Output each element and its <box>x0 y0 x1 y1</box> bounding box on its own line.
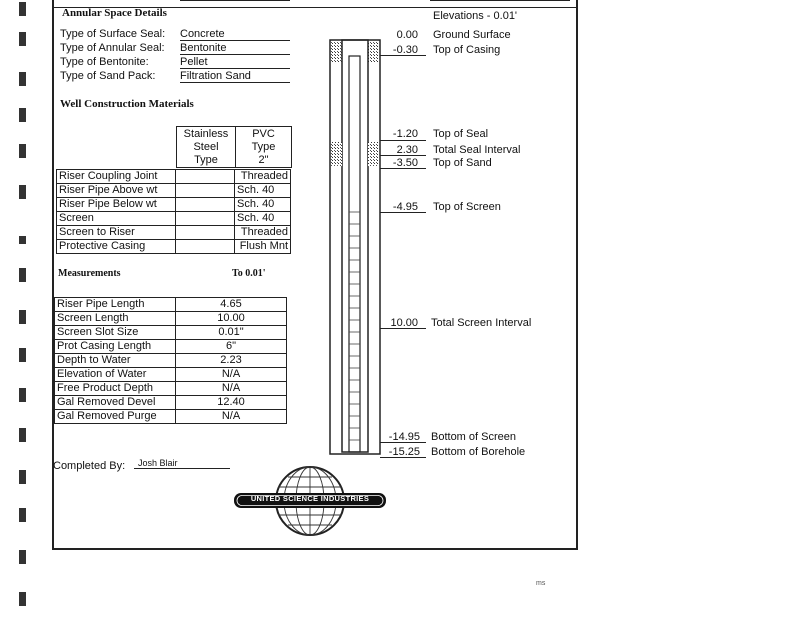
top-partial-underline-1 <box>180 0 290 1</box>
table-row <box>57 226 291 240</box>
company-logo-text: UNITED SCIENCE INDUSTRIES <box>250 494 370 503</box>
table-row <box>55 298 287 312</box>
table-cell: Sch. 40 <box>235 184 291 198</box>
table-cell: Sch. 40 <box>235 198 291 212</box>
table-cell: 4.65 <box>176 298 287 312</box>
elev-screen-interval-label: Total Screen Interval <box>431 317 532 329</box>
materials-header-table <box>176 126 292 168</box>
table-cell: Prot Casing Length <box>55 340 176 354</box>
table-cell: Threaded <box>235 226 291 240</box>
table-cell <box>176 212 235 226</box>
materials-table <box>56 169 291 254</box>
table-row <box>57 212 291 226</box>
completed-by-label: Completed By: <box>53 460 126 472</box>
table-cell: Gal Removed Purge <box>55 410 176 424</box>
table-cell <box>176 198 235 212</box>
elev-casing-value: -0.30 <box>392 44 418 56</box>
elev-top-screen-label: Top of Screen <box>433 201 501 213</box>
table-cell: Screen to Riser <box>57 226 176 240</box>
surface-seal-value: Concrete <box>180 28 290 41</box>
table-cell: Gal Removed Devel <box>55 396 176 410</box>
materials-title: Well Construction Materials <box>60 98 194 110</box>
table-row <box>55 396 287 410</box>
table-row <box>57 184 291 198</box>
elev-ground-label: Ground Surface <box>433 29 511 41</box>
elev-casing-label: Top of Casing <box>433 44 501 56</box>
elev-seal-line <box>380 140 426 141</box>
elev-bottom-borehole-label: Bottom of Borehole <box>431 446 526 458</box>
table-row <box>55 410 287 424</box>
elev-ground-value: 0.00 <box>396 29 418 41</box>
bentonite-value: Pellet <box>180 56 290 69</box>
table-cell <box>176 226 235 240</box>
table-row <box>55 312 287 326</box>
table-cell: Riser Coupling Joint <box>57 170 176 184</box>
table-row <box>57 240 291 254</box>
elev-bottom-borehole-value: -15.25 <box>388 446 420 458</box>
table-cell: Protective Casing <box>57 240 176 254</box>
col-stainless-header: Stainless Steel Type <box>177 127 236 168</box>
surface-seal-label: Type of Surface Seal: <box>60 28 166 40</box>
table-cell <box>176 170 235 184</box>
well-diagram <box>320 34 390 460</box>
measurements-table <box>54 297 287 424</box>
elev-seal-interval-value: 2.30 <box>396 144 418 156</box>
table-cell: N/A <box>176 368 287 382</box>
table-row <box>57 170 291 184</box>
table-cell: 0.01" <box>176 326 287 340</box>
protective-casing <box>342 40 368 452</box>
table-cell: N/A <box>176 410 287 424</box>
table-cell: 6" <box>176 340 287 354</box>
table-cell: Screen Slot Size <box>55 326 176 340</box>
surface-seal-right <box>368 41 379 63</box>
sand-pack-label: Type of Sand Pack: <box>60 70 156 82</box>
elev-bottom-screen-value: -14.95 <box>388 431 420 443</box>
bentonite-label: Type of Bentonite: <box>60 56 149 68</box>
elev-bottom-screen-label: Bottom of Screen <box>431 431 516 443</box>
bentonite-seal-left <box>331 142 342 166</box>
elev-seal-label: Top of Seal <box>433 128 489 140</box>
table-cell: 12.40 <box>176 396 287 410</box>
table-cell: Riser Pipe Above wt <box>57 184 176 198</box>
table-cell: Threaded <box>235 170 291 184</box>
table-row <box>55 354 287 368</box>
table-cell: 2.23 <box>176 354 287 368</box>
footer-mark: ms <box>536 580 546 587</box>
elevations-title: Elevations - 0.01' <box>433 10 518 22</box>
table-row <box>55 340 287 354</box>
table-cell: Riser Pipe Length <box>55 298 176 312</box>
annular-seal-value: Bentonite <box>180 42 290 55</box>
completed-by-value: Josh Blair <box>134 458 230 469</box>
elev-sand-label: Top of Sand <box>433 157 492 169</box>
table-row <box>55 382 287 396</box>
elev-seal-interval-label: Total Seal Interval <box>433 144 521 156</box>
table-cell: Flush Mnt <box>235 240 291 254</box>
table-cell <box>176 184 235 198</box>
table-cell: Screen Length <box>55 312 176 326</box>
table-cell <box>176 240 235 254</box>
elev-screen-interval-value: 10.00 <box>390 317 418 329</box>
col-pvc-header: PVC Type 2" <box>236 127 292 168</box>
elev-sand-value: -3.50 <box>392 157 418 169</box>
measurements-precision: To 0.01' <box>232 268 266 279</box>
measurements-title: Measurements <box>58 268 121 279</box>
table-cell: Riser Pipe Below wt <box>57 198 176 212</box>
elev-seal-value: -1.20 <box>392 128 418 140</box>
sand-pack-value: Filtration Sand <box>180 70 290 83</box>
screen-slots <box>349 212 360 440</box>
surface-seal-left <box>331 41 342 63</box>
annular-seal-label: Type of Annular Seal: <box>60 42 165 54</box>
bentonite-seal-right <box>368 142 379 166</box>
table-cell: Free Product Depth <box>55 382 176 396</box>
riser-pipe <box>349 56 360 452</box>
table-cell: Elevation of Water <box>55 368 176 382</box>
table-cell: N/A <box>176 382 287 396</box>
table-cell: Depth to Water <box>55 354 176 368</box>
table-row <box>55 326 287 340</box>
table-cell: Sch. 40 <box>235 212 291 226</box>
top-partial-underline-2 <box>430 0 570 1</box>
annular-title: Annular Space Details <box>62 7 167 19</box>
elev-top-screen-value: -4.95 <box>392 201 418 213</box>
table-row <box>57 198 291 212</box>
table-row <box>55 368 287 382</box>
table-cell: Screen <box>57 212 176 226</box>
table-cell: 10.00 <box>176 312 287 326</box>
